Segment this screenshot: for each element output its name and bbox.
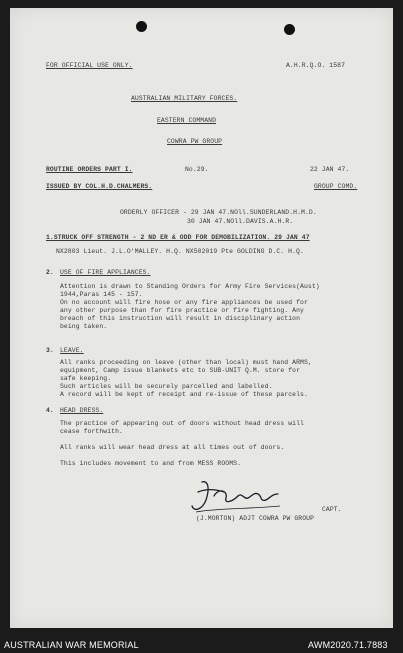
section-1-heading: 1.STRUCK OFF STRENGTH - 2 ND ER & ODD FOR DEMOBILIZATION. 29 JAN 47 [46,234,310,241]
section-2-line: 1944,Paras 145 - 157. [60,291,143,298]
restriction-label: FOR OFFICIAL USE ONLY. [46,62,133,69]
section-2-number: 2. [46,269,54,276]
section-4-line: The practice of appearing out of doors without head dress will [60,420,304,427]
section-2-heading: USE OF FIRE APPLIANCES. [60,269,151,276]
orders-title: ROUTINE ORDERS PART I. [46,166,133,173]
group-command: GROUP COMD. [314,183,358,190]
unit-title: COWRA PW GROUP [167,138,223,145]
section-3-heading: LEAVE. [60,347,84,354]
section-3-line: All ranks proceeding on leave (other than local) must hand ARMS, [60,359,312,366]
section-2-line: being taken. [60,323,108,330]
section-3-number: 3. [46,347,54,354]
orders-date: 22 JAN 47. [310,166,350,173]
orderly-officer-line-2: 30 JAN 47.NOll.DAVIS.A.H.R. [187,218,294,225]
footer-accession-number: AWM2020.71.7883 [308,640,388,650]
section-2-line: breach of this instruction will result in disciplinary action [60,315,301,322]
section-3-line: Such articles will be securely parcelled and labelled. [60,383,273,390]
footer-source: AUSTRALIAN WAR MEMORIAL [4,640,139,650]
orderly-officer-line: ORDERLY OFFICER - 29 JAN 47.NOll.SUNDERLAND.H.M.D. [120,209,317,216]
section-2-line: On no account will fire hose or any fire appliances be used for [60,299,308,306]
handwritten-signature [188,478,288,518]
section-2-line: Attention is drawn to Standing Orders for Army Fire Services(Aust) [60,283,320,290]
signatory-rank: CAPT. [322,506,342,513]
section-4-heading: HEAD DRESS. [60,407,104,414]
orders-number: No.29. [185,166,209,173]
issued-by: ISSUED BY COL.H.D.CHALMERS. [46,183,153,190]
section-4-line: cease forthwith. [60,428,123,435]
section-4-line: All ranks will wear head dress at all times out of doors. [60,444,285,451]
punch-hole [284,24,295,35]
section-4-number: 4. [46,407,54,414]
section-1-line: NX2803 Lieut. J.L.O'MALLEY. H.Q. NX502019 Pte GOLDING D.C. H.Q. [56,248,304,255]
section-3-line: A record will be kept of receipt and re-issue of these parcels. [60,391,308,398]
signatory-name: (J.MORTON) ADJT COWRA PW GROUP [196,515,315,522]
section-3-line: safe keeping. [60,375,112,382]
section-4-line: This includes movement to and from MESS ROOMS. [60,460,242,467]
command-title: EASTERN COMMAND [157,117,217,124]
section-2-line: any other purpose than for fire practice or fire fighting. Any [60,307,304,314]
organization-title: AUSTRALIAN MILITARY FORCES. [131,95,238,102]
punch-hole [136,21,147,32]
document-reference: A.H.R.Q.O. 1587 [286,62,346,69]
section-3-line: equipment, Camp issue blankets etc to SUB-UNIT Q.M. store for [60,367,301,374]
